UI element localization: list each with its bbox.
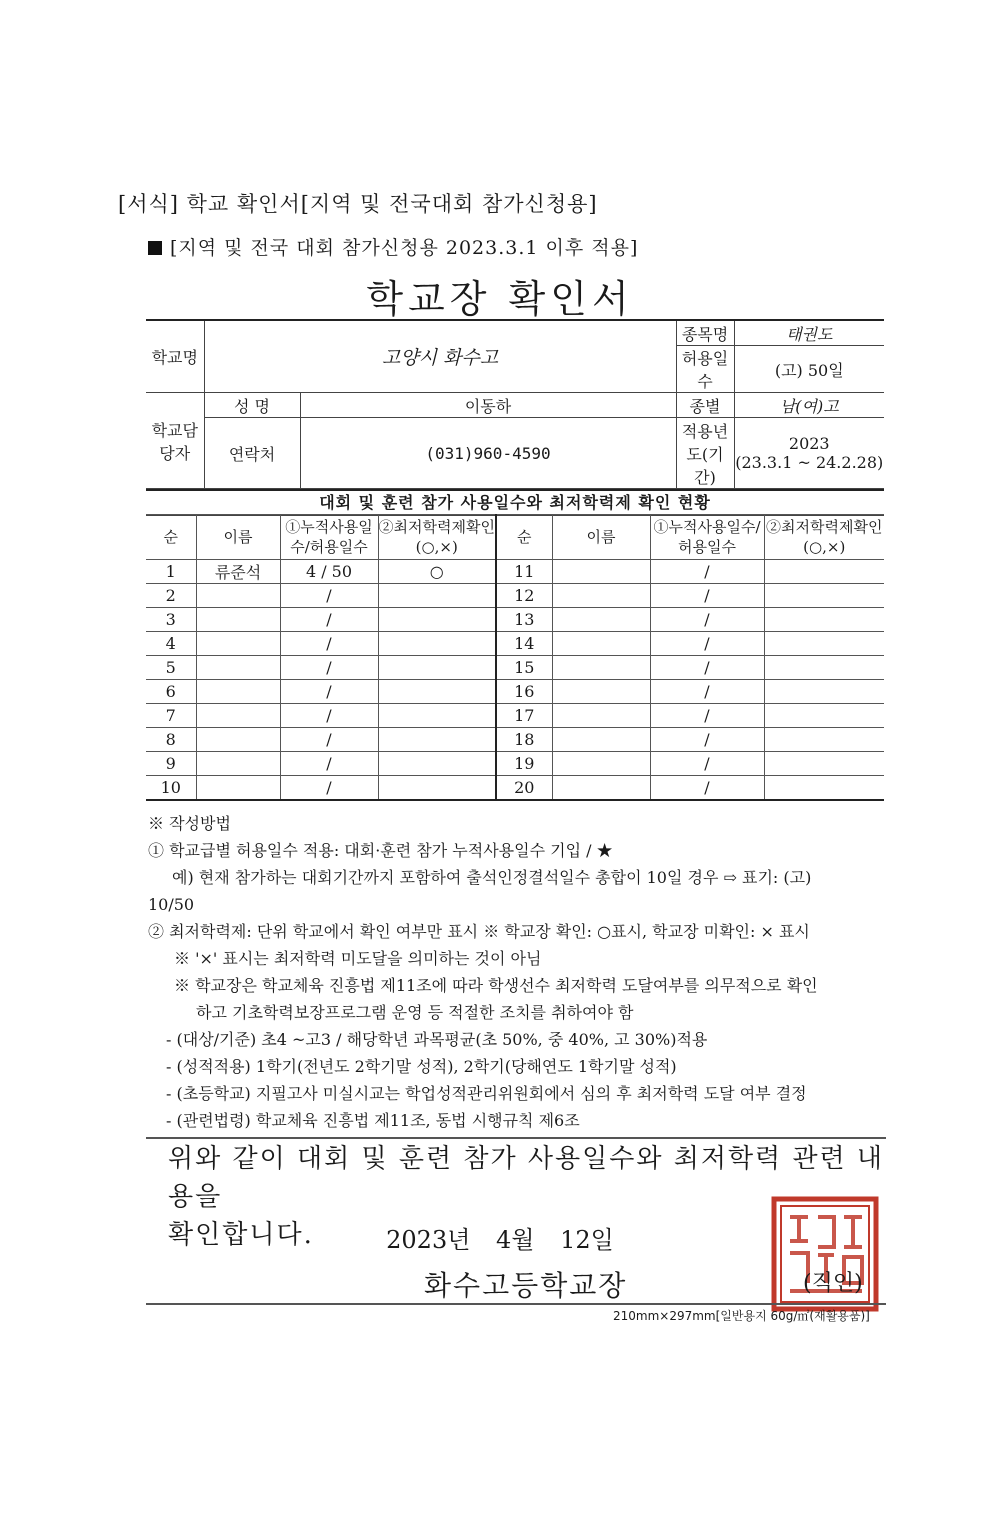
col-check-left: ②최저학력제확인(○,×) — [378, 515, 496, 560]
row-no: 11 — [496, 560, 552, 584]
note-2: ② 최저학력제: 단위 학교에서 확인 여부만 표시 ※ 학교장 확인: ○표시, 학교장 미확인: × 표시 — [148, 922, 810, 941]
row-no: 12 — [496, 584, 552, 608]
year-period — [734, 418, 884, 489]
row-no: 15 — [496, 656, 552, 680]
row-name — [552, 704, 650, 728]
note-1: ① 학교급별 허용일수 적용: 대회·훈련 참가 누적사용일수 기입 / ★ — [148, 841, 613, 860]
row-check — [378, 608, 496, 632]
row-check — [764, 584, 884, 608]
detail-1: - (대상/기준) 초4 ~고3 / 해당학년 과목평균(초 50%, 중 40%, 고 30%)적용 — [166, 1030, 708, 1049]
instructions — [148, 810, 888, 1134]
row-days: / — [280, 752, 378, 776]
days-value: (고) 50일 — [734, 346, 884, 393]
row-no: 17 — [496, 704, 552, 728]
detail-4: - (관련법령) 학교체육 진흥법 제11조, 동법 시행규칙 제6조 — [166, 1111, 580, 1130]
contact-label: 연락처 — [204, 418, 300, 489]
row-name — [196, 728, 280, 752]
row-name — [196, 704, 280, 728]
row-check: ○ — [378, 560, 496, 584]
row-check — [764, 608, 884, 632]
detail-3: - (초등학교) 지필고사 미실시교는 학업성적관리위원회에서 심의 후 최저학력 도달 여부 결정 — [166, 1084, 807, 1103]
col-check-right: ②최저학력제확인(○,×) — [764, 515, 884, 560]
table-row — [146, 632, 884, 656]
row-check — [764, 728, 884, 752]
seal-label: (직인) — [803, 1271, 863, 1296]
row-days: / — [650, 560, 764, 584]
row-days: / — [280, 656, 378, 680]
sport-value: 태권도 — [734, 320, 884, 346]
row-name — [552, 752, 650, 776]
row-days: / — [280, 704, 378, 728]
row-name: 류준석 — [196, 560, 280, 584]
row-no: 20 — [496, 776, 552, 801]
status-heading: 대회 및 훈련 참가 사용일수와 최저학력제 확인 현황 — [146, 489, 884, 516]
status-table — [146, 514, 884, 801]
year-value: 2023 — [788, 434, 830, 453]
row-name — [552, 680, 650, 704]
square-bullet-icon — [148, 241, 162, 255]
row-name — [552, 632, 650, 656]
principal-name: 화수고등학교장 — [424, 1269, 628, 1302]
row-days: / — [650, 704, 764, 728]
row-days: / — [650, 608, 764, 632]
col-days-left: ①누적사용일수/허용일수 — [280, 515, 378, 560]
table-row — [146, 656, 884, 680]
row-days: / — [280, 584, 378, 608]
note-2-a: ※ '×' 표시는 최저학력 미도달을 의미하는 것이 아님 — [174, 949, 542, 968]
gender-value: 남(여)고 — [734, 393, 884, 418]
days-label: 허용일수 — [676, 346, 734, 393]
note-2-b1: ※ 학교장은 학교체육 진흥법 제11조에 따라 학생선수 최저학력 도달여부를 의무적으로 확인 — [174, 976, 818, 995]
school-value: 고양시 화수고 — [204, 320, 676, 393]
col-name-left: 이름 — [196, 515, 280, 560]
divider-top — [146, 1137, 886, 1139]
note-1-example: 예) 현재 참가하는 대회기간까지 포함하여 출석인정결석일수 총합이 10일 경우 ⇨ 표기: (고) — [172, 868, 812, 887]
row-name — [552, 656, 650, 680]
row-check — [764, 704, 884, 728]
year-label: 적용년도(기간) — [676, 418, 734, 489]
note-2-b2: 하고 기초학력보장프로그램 운영 등 적절한 조치를 취하여야 함 — [196, 1003, 634, 1022]
row-no: 8 — [146, 728, 196, 752]
contact-value: (031)960-4590 — [300, 418, 676, 489]
row-check — [378, 632, 496, 656]
row-check — [764, 656, 884, 680]
row-no: 18 — [496, 728, 552, 752]
row-name — [196, 608, 280, 632]
row-name — [552, 728, 650, 752]
row-name — [196, 752, 280, 776]
row-days: / — [280, 776, 378, 801]
row-days: / — [650, 632, 764, 656]
row-no: 14 — [496, 632, 552, 656]
row-check — [764, 560, 884, 584]
row-no: 4 — [146, 632, 196, 656]
row-name — [196, 656, 280, 680]
row-check — [378, 704, 496, 728]
gender-label: 종별 — [676, 393, 734, 418]
confirm-date: 2023년 4월 12일 — [386, 1226, 614, 1254]
row-no: 16 — [496, 680, 552, 704]
table-row — [146, 704, 884, 728]
row-no: 10 — [146, 776, 196, 801]
row-no: 6 — [146, 680, 196, 704]
row-no: 19 — [496, 752, 552, 776]
form-caption: [서식] 학교 확인서[지역 및 전국대회 참가신청용] — [118, 192, 598, 216]
row-name — [552, 776, 650, 801]
form-subcaption-text: [지역 및 전국 대회 참가신청용 2023.3.1 이후 적용] — [170, 237, 639, 259]
row-check — [378, 584, 496, 608]
row-days: / — [280, 680, 378, 704]
row-no: 3 — [146, 608, 196, 632]
detail-2: - (성적적용) 1학기(전년도 2학기말 성적), 2학기(당해연도 1학기말 성적) — [166, 1057, 677, 1076]
row-days: 4 / 50 — [280, 560, 378, 584]
table-row — [146, 608, 884, 632]
sport-label: 종목명 — [676, 320, 734, 346]
table-row — [146, 680, 884, 704]
col-days-right: ①누적사용일수/허용일수 — [650, 515, 764, 560]
row-name — [552, 608, 650, 632]
col-no-right: 순 — [496, 515, 552, 560]
row-days: / — [650, 680, 764, 704]
row-no: 5 — [146, 656, 196, 680]
row-no: 1 — [146, 560, 196, 584]
row-check — [378, 752, 496, 776]
notes-title: ※ 작성방법 — [148, 814, 231, 833]
row-days: / — [650, 728, 764, 752]
confirm-line-1: 위와 같이 대회 및 훈련 참가 사용일수와 최저학력 관련 내용을 — [168, 1144, 885, 1212]
row-name — [196, 584, 280, 608]
page-title: 학교장 확인서 — [366, 277, 634, 321]
status-table-body — [146, 515, 884, 801]
period-value: (23.3.1 ~ 24.2.28) — [735, 453, 884, 472]
row-no: 7 — [146, 704, 196, 728]
info-table — [146, 319, 884, 489]
table-row — [146, 752, 884, 776]
row-check — [378, 728, 496, 752]
row-name — [196, 776, 280, 801]
col-name-right: 이름 — [552, 515, 650, 560]
row-check — [764, 680, 884, 704]
row-days: / — [650, 656, 764, 680]
row-name — [196, 680, 280, 704]
row-check — [764, 752, 884, 776]
row-name — [552, 560, 650, 584]
row-days: / — [650, 752, 764, 776]
name-label: 성 명 — [204, 393, 300, 418]
row-days: / — [280, 632, 378, 656]
row-no: 9 — [146, 752, 196, 776]
paper-spec: 210mm×297mm[일반용지 60g/㎡(재활용품)] — [613, 1309, 870, 1323]
row-check — [378, 656, 496, 680]
confirm-line-2: 확인합니다. — [168, 1220, 314, 1250]
row-days: / — [650, 584, 764, 608]
note-1-example-cont: 10/50 — [148, 895, 195, 914]
row-check — [764, 632, 884, 656]
col-no-left: 순 — [146, 515, 196, 560]
row-days: / — [280, 728, 378, 752]
name-value: 이동하 — [300, 393, 676, 418]
row-check — [764, 776, 884, 801]
form-subcaption — [148, 233, 638, 260]
school-label: 학교명 — [146, 320, 204, 393]
row-check — [378, 776, 496, 801]
row-days: / — [650, 776, 764, 801]
row-name — [552, 584, 650, 608]
row-name — [196, 632, 280, 656]
row-check — [378, 680, 496, 704]
table-row — [146, 560, 884, 584]
manager-label: 학교담당자 — [146, 393, 204, 489]
row-days: / — [280, 608, 378, 632]
row-no: 2 — [146, 584, 196, 608]
divider-bottom — [146, 1303, 886, 1305]
row-no: 13 — [496, 608, 552, 632]
table-row — [146, 584, 884, 608]
table-row — [146, 728, 884, 752]
table-row — [146, 776, 884, 801]
